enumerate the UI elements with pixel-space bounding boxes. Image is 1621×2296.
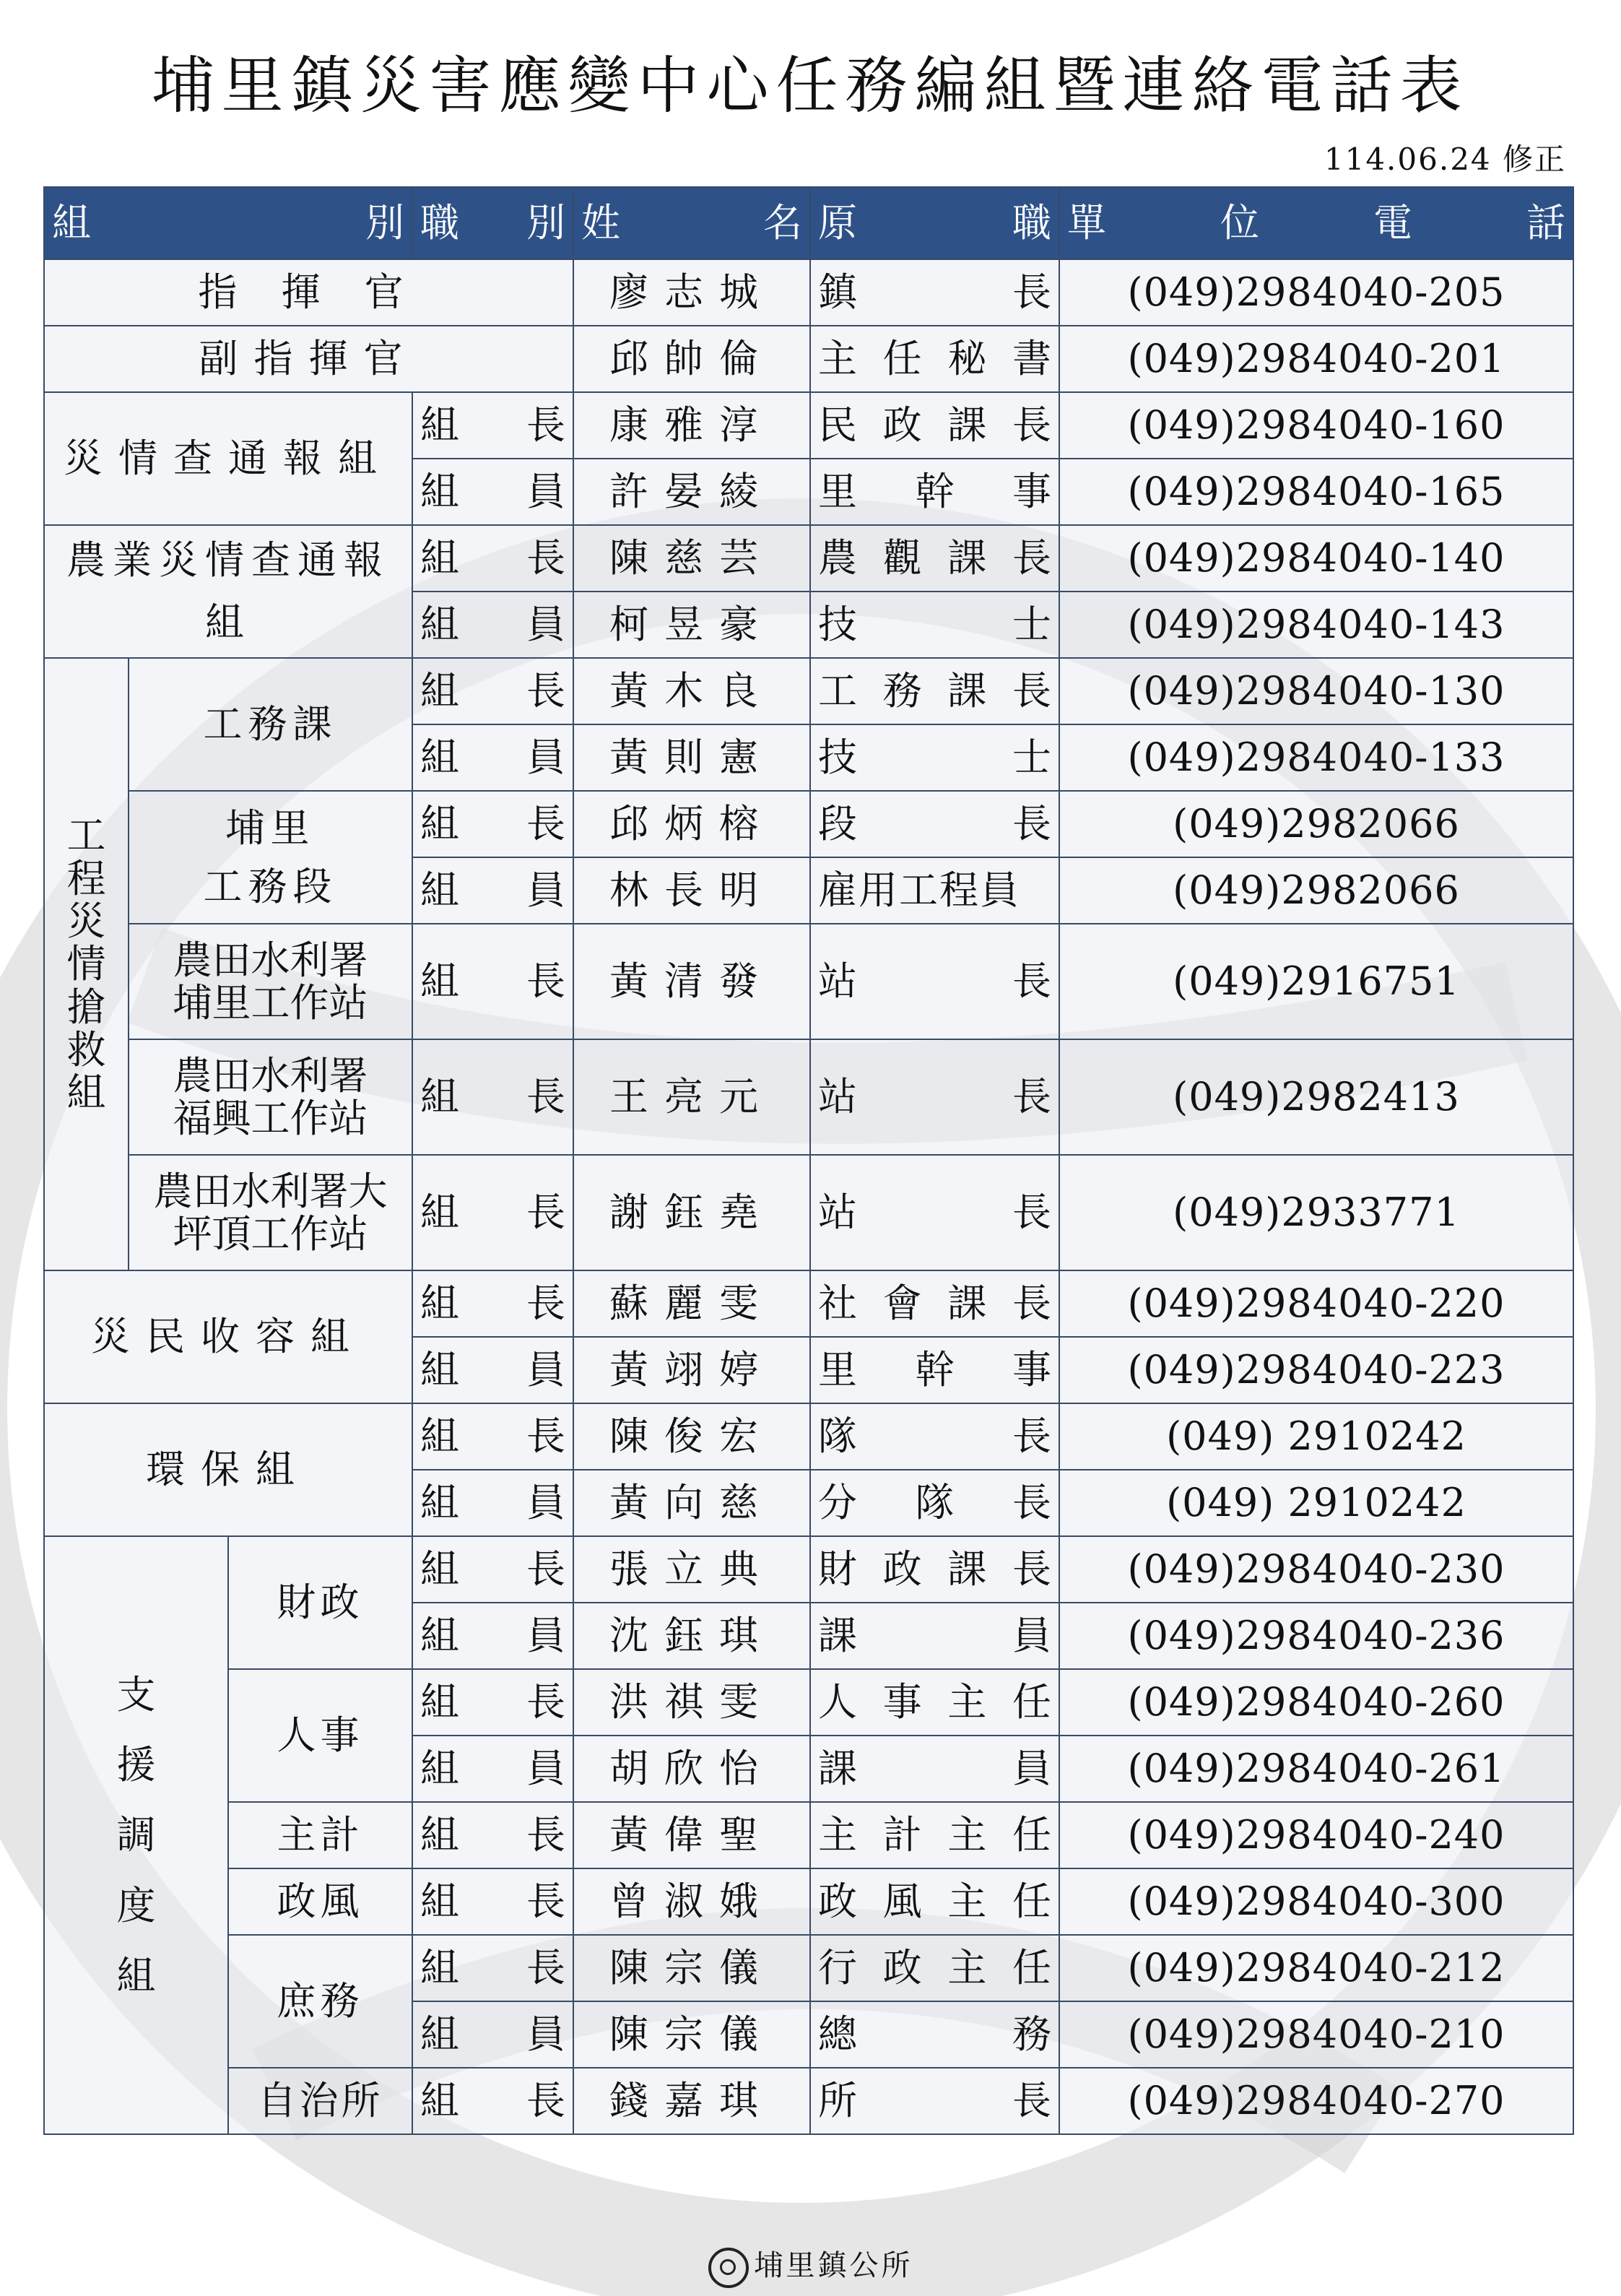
phone-cell: (049)2984040-210: [1059, 2001, 1573, 2068]
township-seal-icon: [708, 2248, 749, 2288]
header-phone: 單 位 電 話: [1059, 187, 1573, 259]
title-cell: 人 事 主 任: [810, 1669, 1059, 1736]
header-name: 姓 名: [573, 187, 810, 259]
title-cell: 政 風 主 任: [810, 1868, 1059, 1935]
unit-cell: 主計: [228, 1802, 412, 1868]
name-cell: 張立典: [573, 1536, 810, 1603]
name-cell: 邱炳榕: [573, 791, 810, 857]
title-cell: 社 會 課 長: [810, 1270, 1059, 1337]
title-cell: 站 長: [810, 1155, 1059, 1270]
group-cell-vertical: 工 程 災 情 搶 救 組: [44, 658, 129, 1270]
name-cell: 柯昱豪: [573, 592, 810, 658]
phone-cell: (049)2984040-270: [1059, 2068, 1573, 2134]
position-cell: 組 長: [412, 525, 573, 592]
phone-cell: (049)2984040-143: [1059, 592, 1573, 658]
phone-cell: (049)2984040-260: [1059, 1669, 1573, 1736]
name-cell: 陳宗儀: [573, 1935, 810, 2001]
title-cell: 行 政 主 任: [810, 1935, 1059, 2001]
name-cell: 錢嘉琪: [573, 2068, 810, 2134]
position-cell: 組 長: [412, 1155, 573, 1270]
table-row: [44, 1536, 1573, 1603]
name-cell: 廖志城: [573, 259, 810, 326]
phone-cell: (049)2984040-140: [1059, 525, 1573, 592]
title-cell: 技 士: [810, 724, 1059, 791]
table-row: [44, 1039, 1573, 1155]
table-row: [44, 326, 1573, 392]
unit-cell: 政風: [228, 1868, 412, 1935]
name-cell: 陳慈芸: [573, 525, 810, 592]
position-cell: 組 員: [412, 1337, 573, 1403]
position-cell: 組 員: [412, 724, 573, 791]
unit-cell: 農田水利署大 坪頂工作站: [129, 1155, 412, 1270]
title-cell: 站 長: [810, 1039, 1059, 1155]
position-cell: 組 員: [412, 592, 573, 658]
table-row: [44, 1403, 1573, 1470]
unit-cell: 人事: [228, 1669, 412, 1802]
unit-cell: 農田水利署 埔里工作站: [129, 924, 412, 1039]
position-cell: 組 長: [412, 791, 573, 857]
phone-cell: (049)2984040-212: [1059, 1935, 1573, 2001]
group-cell: 災情查通報組: [44, 392, 412, 525]
group-cell: 農業災情查通報 組: [44, 525, 412, 658]
title-cell: 分 隊 長: [810, 1470, 1059, 1536]
phone-cell: (049)2982413: [1059, 1039, 1573, 1155]
position-cell: 組 長: [412, 924, 573, 1039]
position-cell: 組 長: [412, 1270, 573, 1337]
phone-cell: (049)2984040-205: [1059, 259, 1573, 326]
group-cell-vertical: 支 援 調 度 組: [44, 1536, 228, 2134]
name-cell: 黃翊婷: [573, 1337, 810, 1403]
name-cell: 洪祺雯: [573, 1669, 810, 1736]
name-cell: 曾淑娥: [573, 1868, 810, 1935]
name-cell: 黃則憲: [573, 724, 810, 791]
title-cell: 里 幹 事: [810, 459, 1059, 525]
header-group: 組 別: [44, 187, 412, 259]
unit-cell: 埔里 工務段: [129, 791, 412, 924]
name-cell: 林長明: [573, 857, 810, 924]
phone-cell: (049)2984040-240: [1059, 1802, 1573, 1868]
title-cell: 所 長: [810, 2068, 1059, 2134]
phone-cell: (049)2933771: [1059, 1155, 1573, 1270]
position-cell: 組 長: [412, 2068, 573, 2134]
name-cell: 邱帥倫: [573, 326, 810, 392]
group-cell: 環保組: [44, 1403, 412, 1536]
name-cell: 沈鈺琪: [573, 1603, 810, 1669]
position-cell: 組 員: [412, 459, 573, 525]
phone-cell: (049) 2910242: [1059, 1470, 1573, 1536]
title-cell: 農 觀 課 長: [810, 525, 1059, 592]
table-row: [44, 1802, 1573, 1868]
position-cell: 組 長: [412, 1403, 573, 1470]
group-cell: 災民收容組: [44, 1270, 412, 1403]
name-cell: 黃木良: [573, 658, 810, 724]
table-row: [44, 1935, 1573, 2001]
unit-cell: 農田水利署 福興工作站: [129, 1039, 412, 1155]
phone-cell: (049)2984040-160: [1059, 392, 1573, 459]
name-cell: 胡欣怡: [573, 1736, 810, 1802]
phone-cell: (049)2984040-165: [1059, 459, 1573, 525]
phone-cell: (049)2984040-300: [1059, 1868, 1573, 1935]
name-cell: 陳宗儀: [573, 2001, 810, 2068]
table-row: [44, 924, 1573, 1039]
unit-cell: 自治所: [228, 2068, 412, 2134]
phone-cell: (049)2982066: [1059, 857, 1573, 924]
phone-cell: (049)2984040-236: [1059, 1603, 1573, 1669]
phone-cell: (049) 2910242: [1059, 1403, 1573, 1470]
title-cell: 里 幹 事: [810, 1337, 1059, 1403]
phone-cell: (049)2984040-220: [1059, 1270, 1573, 1337]
title-cell: 工 務 課 長: [810, 658, 1059, 724]
name-cell: 許晏綾: [573, 459, 810, 525]
title-cell: 雇用工程員: [810, 857, 1059, 924]
task-roster-table: [43, 186, 1574, 2135]
title-cell: 課 員: [810, 1603, 1059, 1669]
table-row: [44, 1669, 1573, 1736]
footer-label: 埔里鎮公所: [754, 2249, 913, 2282]
table-row: [44, 658, 1573, 724]
page-title: 埔里鎮災害應變中心任務編組暨連絡電話表: [152, 50, 1469, 122]
table-row: [44, 791, 1573, 857]
unit-cell: 庶務: [228, 1935, 412, 2068]
table-row: [44, 1868, 1573, 1935]
phone-cell: (049)2916751: [1059, 924, 1573, 1039]
position-cell: 組 員: [412, 1470, 573, 1536]
title-cell: 民 政 課 長: [810, 392, 1059, 459]
table-row: [44, 259, 1573, 326]
phone-cell: (049)2984040-201: [1059, 326, 1573, 392]
title-cell: 財 政 課 長: [810, 1536, 1059, 1603]
footer: [0, 2243, 1621, 2288]
name-cell: 王亮元: [573, 1039, 810, 1155]
phone-cell: (049)2984040-133: [1059, 724, 1573, 791]
phone-cell: (049)2984040-130: [1059, 658, 1573, 724]
position-cell: 組 員: [412, 2001, 573, 2068]
title-cell: 技 士: [810, 592, 1059, 658]
table-row: [44, 1270, 1573, 1337]
name-cell: 黃偉聖: [573, 1802, 810, 1868]
header-position: 職 別: [412, 187, 573, 259]
phone-cell: (049)2984040-230: [1059, 1536, 1573, 1603]
title-cell: 隊 長: [810, 1403, 1059, 1470]
group-cell: 指 揮 官: [44, 259, 573, 326]
title-cell: 主 計 主 任: [810, 1802, 1059, 1868]
table-row: [44, 392, 1573, 459]
group-cell: 副指揮官: [44, 326, 573, 392]
title-cell: 總 務: [810, 2001, 1059, 2068]
position-cell: 組 長: [412, 1536, 573, 1603]
name-cell: 黃清發: [573, 924, 810, 1039]
title-cell: 段 長: [810, 791, 1059, 857]
header-original-title: 原 職: [810, 187, 1059, 259]
phone-cell: (049)2984040-223: [1059, 1337, 1573, 1403]
phone-cell: (049)2984040-261: [1059, 1736, 1573, 1802]
table-row: [44, 1155, 1573, 1270]
title-cell: 鎮 長: [810, 259, 1059, 326]
position-cell: 組 長: [412, 1039, 573, 1155]
name-cell: 陳俊宏: [573, 1403, 810, 1470]
position-cell: 組 長: [412, 1868, 573, 1935]
position-cell: 組 員: [412, 1736, 573, 1802]
name-cell: 蘇麗雯: [573, 1270, 810, 1337]
position-cell: 組 員: [412, 857, 573, 924]
title-cell: 課 員: [810, 1736, 1059, 1802]
position-cell: 組 員: [412, 1603, 573, 1669]
position-cell: 組 長: [412, 658, 573, 724]
table-row: [44, 2068, 1573, 2134]
position-cell: 組 長: [412, 1935, 573, 2001]
name-cell: 黃向慈: [573, 1470, 810, 1536]
unit-cell: 工務課: [129, 658, 412, 791]
title-cell: 主 任 秘 書: [810, 326, 1059, 392]
position-cell: 組 長: [412, 392, 573, 459]
position-cell: 組 長: [412, 1669, 573, 1736]
name-cell: 康雅淳: [573, 392, 810, 459]
revision-date: 114.06.24 修正: [1324, 142, 1566, 177]
table-header-row: [44, 187, 1573, 259]
position-cell: 組 長: [412, 1802, 573, 1868]
table-row: [44, 525, 1573, 592]
phone-cell: (049)2982066: [1059, 791, 1573, 857]
name-cell: 謝鈺堯: [573, 1155, 810, 1270]
title-cell: 站 長: [810, 924, 1059, 1039]
unit-cell: 財政: [228, 1536, 412, 1669]
